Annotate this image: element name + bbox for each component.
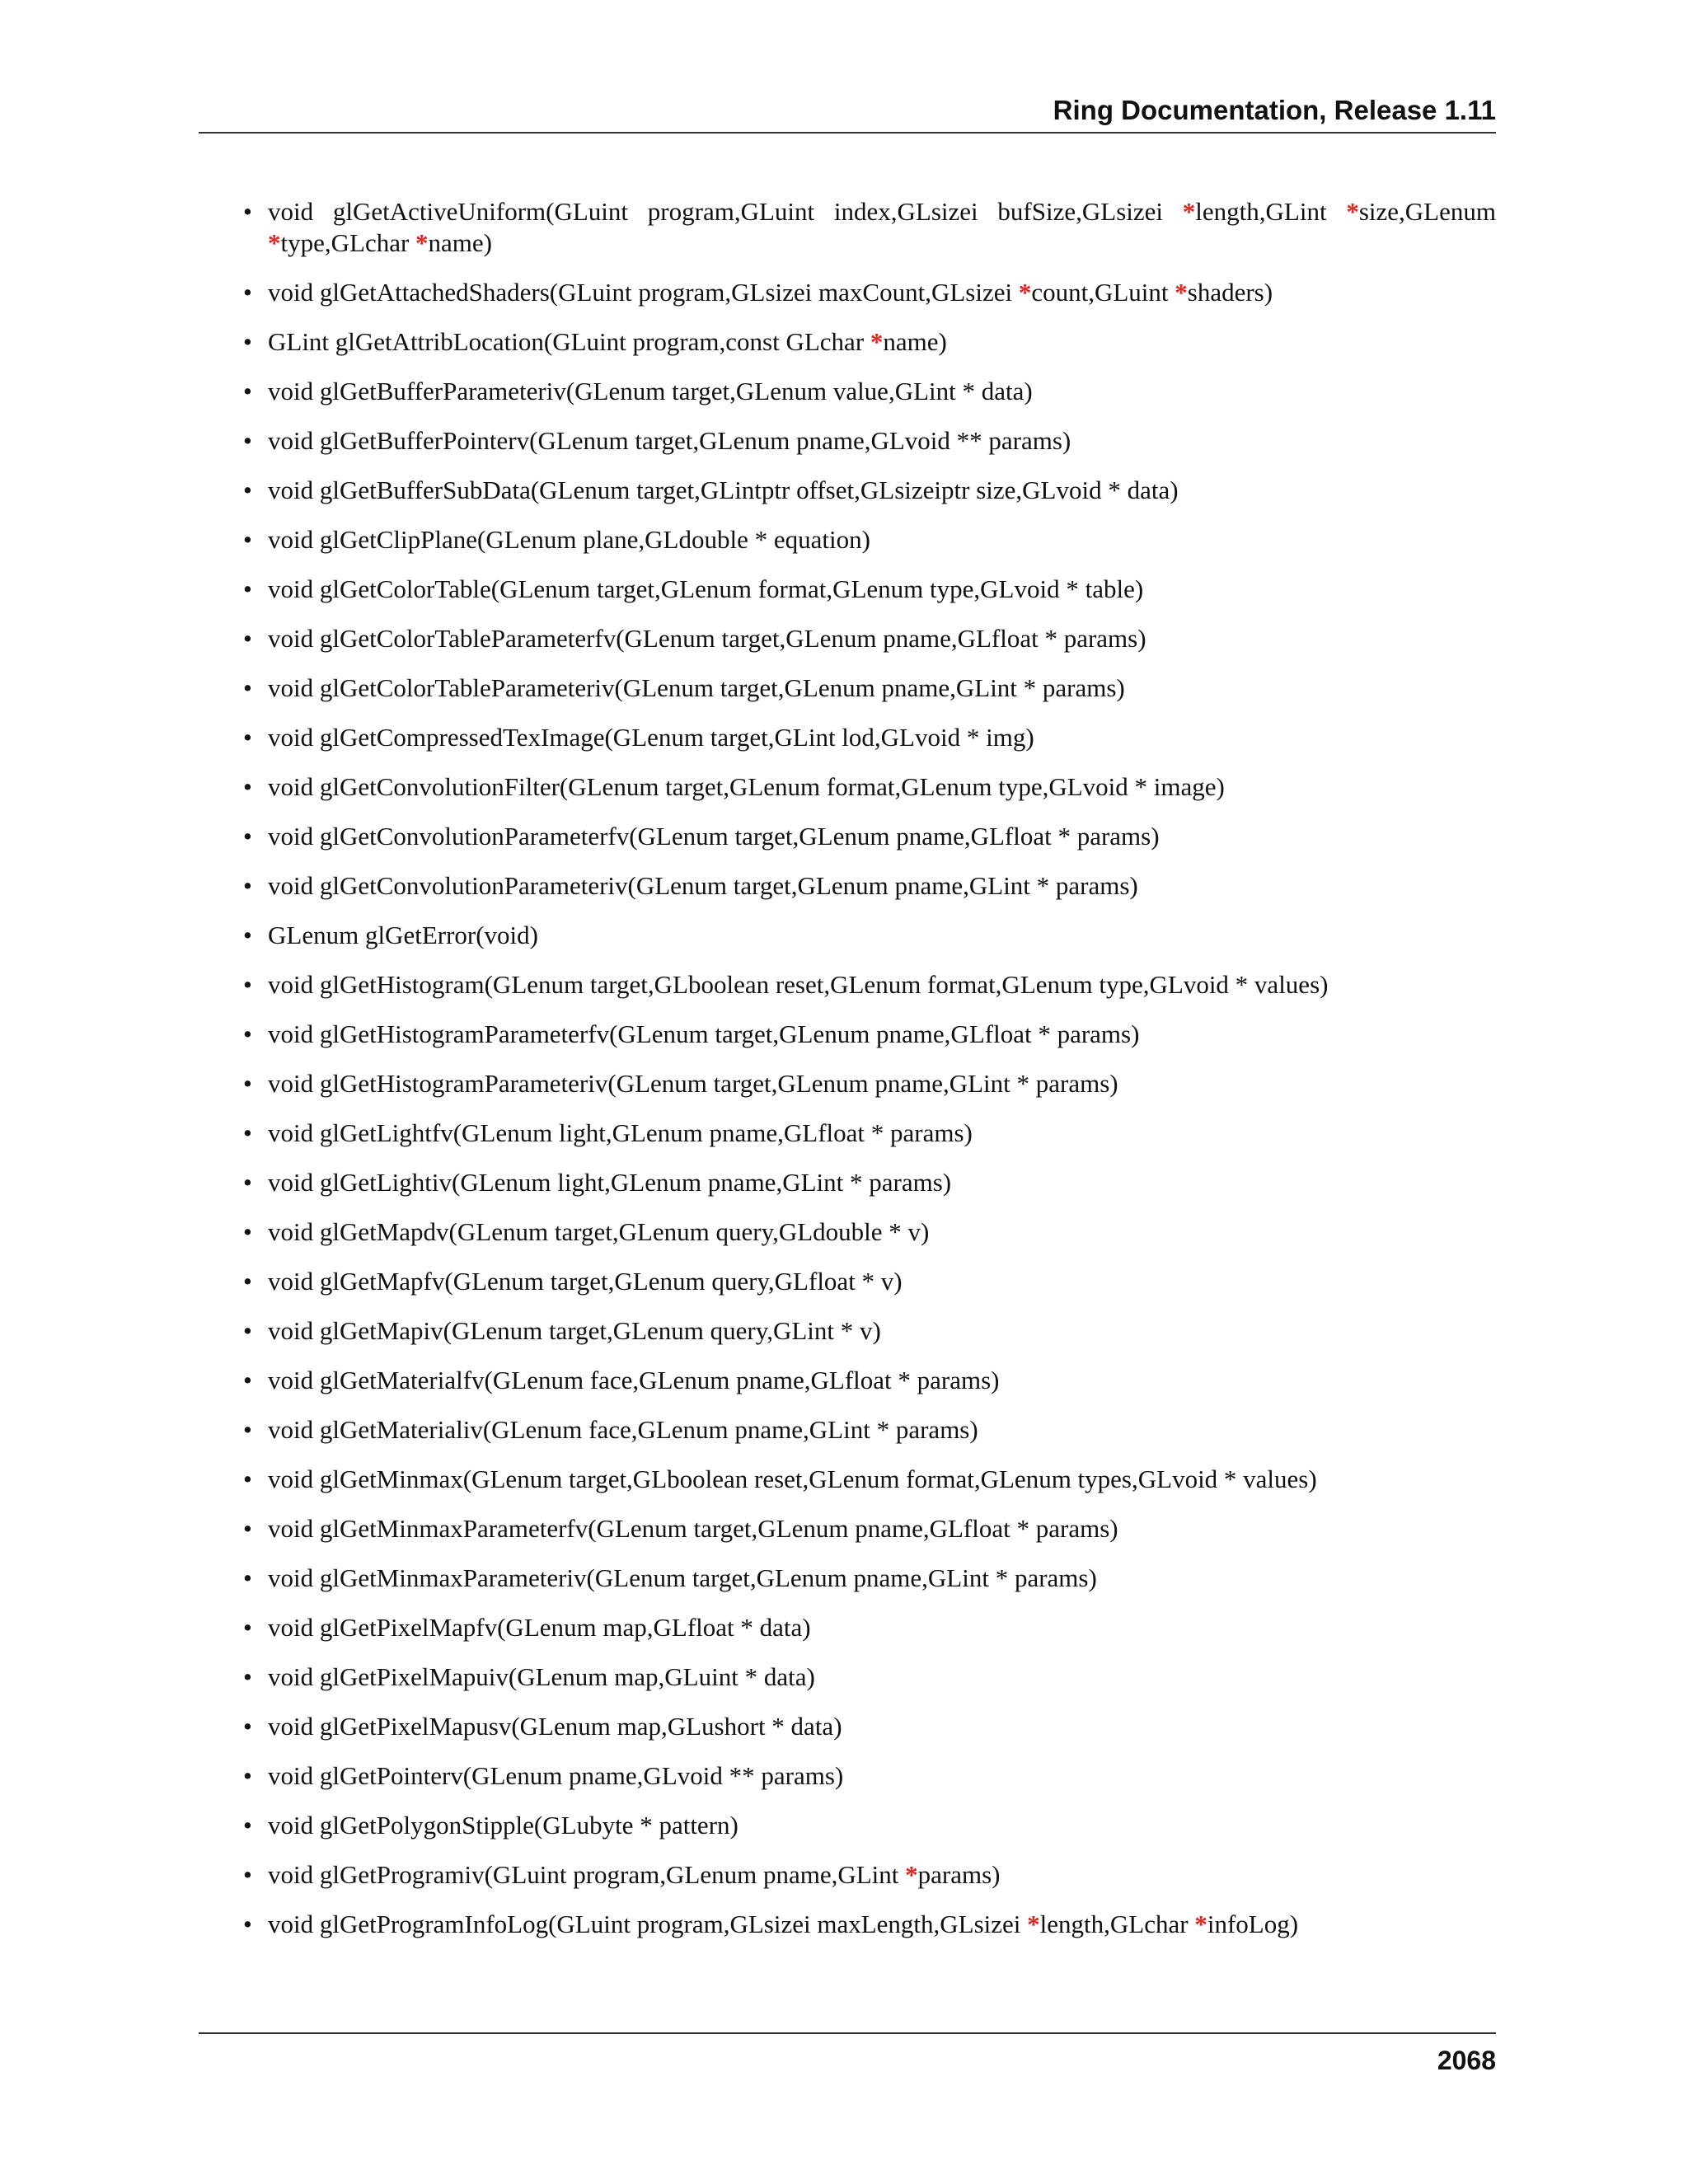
list-item [199,326,1496,358]
list-item [199,969,1496,1001]
bullet-marker: • [243,426,252,455]
function-signature: void glGetProgramiv(GLuint program,GLenum pname,GLint *params) [268,1860,1001,1889]
bullet-marker: • [243,574,252,603]
bullet-marker: • [243,1168,252,1197]
bullet-marker: • [243,1662,252,1691]
function-signature: void glGetMinmaxParameteriv(GLenum target,GLenum pname,GLint * params) [268,1563,1097,1592]
list-item [199,1612,1496,1643]
list-item [199,1661,1496,1693]
list-item [199,722,1496,753]
bullet-marker: • [243,673,252,702]
bullet-marker: • [243,871,252,900]
pointer-star: * [1182,197,1196,226]
bullet-marker: • [243,1069,252,1098]
bullet-marker: • [243,970,252,999]
bullet-marker: • [243,921,252,949]
function-signature: void glGetPixelMapfv(GLenum map,GLfloat * data) [268,1613,811,1642]
function-signature: void glGetHistogramParameteriv(GLenum target,GLenum pname,GLint * params) [268,1069,1118,1098]
function-signature: void glGetMapdv(GLenum target,GLenum query,GLdouble * v) [268,1217,930,1246]
bullet-marker: • [243,1563,252,1592]
function-signature: void glGetClipPlane(GLenum plane,GLdouble * equation) [268,525,870,554]
pointer-star: * [1194,1910,1207,1938]
pointer-star: * [1346,197,1359,226]
function-signature: void glGetMaterialfv(GLenum face,GLenum pname,GLfloat * params) [268,1366,1000,1394]
list-item [199,821,1496,852]
function-signature: GLenum glGetError(void) [268,921,538,949]
function-signature: void glGetMaterialiv(GLenum face,GLenum pname,GLint * params) [268,1415,978,1444]
page-number: 2068 [1437,2046,1496,2075]
list-item [199,1760,1496,1792]
list-item [199,277,1496,308]
function-signature: void glGetPixelMapuiv(GLenum map,GLuint * data) [268,1662,815,1691]
bullet-marker: • [243,1712,252,1741]
function-signature: void glGetPointerv(GLenum pname,GLvoid ** params) [268,1761,844,1790]
function-signature: void glGetColorTableParameteriv(GLenum target,GLenum pname,GLint * params) [268,673,1125,702]
function-signature: void glGetConvolutionFilter(GLenum target,GLenum format,GLenum type,GLvoid * image) [268,772,1225,801]
bullet-marker: • [243,772,252,801]
function-signature: void glGetConvolutionParameteriv(GLenum target,GLenum pname,GLint * params) [268,871,1138,900]
list-item [199,920,1496,951]
bullet-marker: • [243,278,252,307]
bullet-marker: • [243,1761,252,1790]
list-item [199,1167,1496,1198]
function-signature: void glGetBufferParameteriv(GLenum target,GLenum value,GLint * data) [268,377,1033,405]
pointer-star: * [1175,278,1188,307]
list-item [199,1266,1496,1297]
list-item [199,1810,1496,1841]
function-signature: void glGetMinmax(GLenum target,GLboolean reset,GLenum format,GLenum types,GLvoid * values) [268,1465,1317,1493]
function-signature: void glGetMapfv(GLenum target,GLenum query,GLfloat * v) [268,1267,903,1296]
function-signature: void glGetHistogramParameterfv(GLenum target,GLenum pname,GLfloat * params) [268,1019,1140,1048]
bullet-marker: • [243,1118,252,1147]
function-signature: void glGetLightiv(GLenum light,GLenum pname,GLint * params) [268,1168,952,1197]
bullet-marker: • [243,1366,252,1394]
list-item [199,376,1496,407]
pointer-star: * [1027,1910,1040,1938]
bullet-marker: • [243,197,252,226]
bullet-marker: • [243,1217,252,1246]
bullet-marker: • [243,1514,252,1543]
function-signature: void glGetLightfv(GLenum light,GLenum pname,GLfloat * params) [268,1118,973,1147]
pointer-star: * [268,228,281,257]
bullet-marker: • [243,1316,252,1345]
function-signature: void glGetColorTableParameterfv(GLenum target,GLenum pname,GLfloat * params) [268,624,1146,653]
bullet-marker: • [243,377,252,405]
list-item [199,623,1496,654]
list-item [199,1909,1496,1940]
function-signature: void glGetHistogram(GLenum target,GLboolean reset,GLenum format,GLenum type,GLvoid * values) [268,970,1329,999]
bullet-marker: • [243,1415,252,1444]
list-item [199,475,1496,506]
list-item [199,771,1496,803]
function-signature: void glGetPixelMapusv(GLenum map,GLushort * data) [268,1712,842,1741]
pointer-star: * [1018,278,1032,307]
function-signature: void glGetProgramInfoLog(GLuint program,GLsizei maxLength,GLsizei *length,GLchar *infoLog) [268,1910,1299,1938]
bullet-marker: • [243,1465,252,1493]
bullet-marker: • [243,723,252,752]
bullet-marker: • [243,1860,252,1889]
bullet-marker: • [243,1267,252,1296]
list-item [199,574,1496,605]
list-item [199,1513,1496,1544]
list-item [199,1068,1496,1099]
function-signature: void glGetAttachedShaders(GLuint program,GLsizei maxCount,GLsizei *count,GLuint *shaders) [268,278,1273,307]
pointer-star: * [870,327,884,356]
list-item [199,870,1496,902]
function-signature: void glGetActiveUniform(GLuint program,GLuint index,GLsizei bufSize,GLsizei *length,GLint *size,GLenum *type,GLchar *name) [268,197,1503,257]
list-item [199,425,1496,457]
function-list [199,196,1503,1958]
list-item [199,1365,1496,1396]
function-signature: void glGetMinmaxParameterfv(GLenum target,GLenum pname,GLfloat * params) [268,1514,1118,1543]
function-signature: void glGetBufferSubData(GLenum target,GLintptr offset,GLsizeiptr size,GLvoid * data) [268,476,1179,504]
function-signature: void glGetBufferPointerv(GLenum target,GLenum pname,GLvoid ** params) [268,426,1071,455]
pointer-star: * [905,1860,918,1889]
bullet-marker: • [243,1910,252,1938]
list-item [199,1711,1496,1742]
bullet-marker: • [243,624,252,653]
function-signature: void glGetColorTable(GLenum target,GLenum format,GLenum type,GLvoid * table) [268,574,1144,603]
function-signature: void glGetPolygonStipple(GLubyte * pattern) [268,1811,738,1840]
bullet-marker: • [243,1019,252,1048]
list-item [199,1019,1496,1050]
bullet-marker: • [243,822,252,851]
bullet-marker: • [243,327,252,356]
list-item [199,1216,1496,1248]
document-title: Ring Documentation, Release 1.11 [1053,95,1496,125]
page-footer [199,2032,1496,2075]
list-item [199,1859,1496,1891]
list-item [199,1563,1496,1594]
function-signature: GLint glGetAttribLocation(GLuint program,const GLchar *name) [268,327,947,356]
page-header [199,92,1496,134]
list-item [199,524,1496,555]
bullet-marker: • [243,1613,252,1642]
bullet-marker: • [243,1811,252,1840]
pointer-star: * [415,228,429,257]
bullet-marker: • [243,476,252,504]
list-item [199,1315,1496,1347]
function-signature: void glGetMapiv(GLenum target,GLenum query,GLint * v) [268,1316,881,1345]
function-signature: void glGetCompressedTexImage(GLenum target,GLint lod,GLvoid * img) [268,723,1034,752]
function-signature: void glGetConvolutionParameterfv(GLenum target,GLenum pname,GLfloat * params) [268,822,1160,851]
list-item [199,1464,1496,1495]
list-item [199,673,1496,704]
list-item [199,196,1503,259]
list-item [199,1414,1496,1446]
list-item [199,1118,1496,1149]
bullet-marker: • [243,525,252,554]
